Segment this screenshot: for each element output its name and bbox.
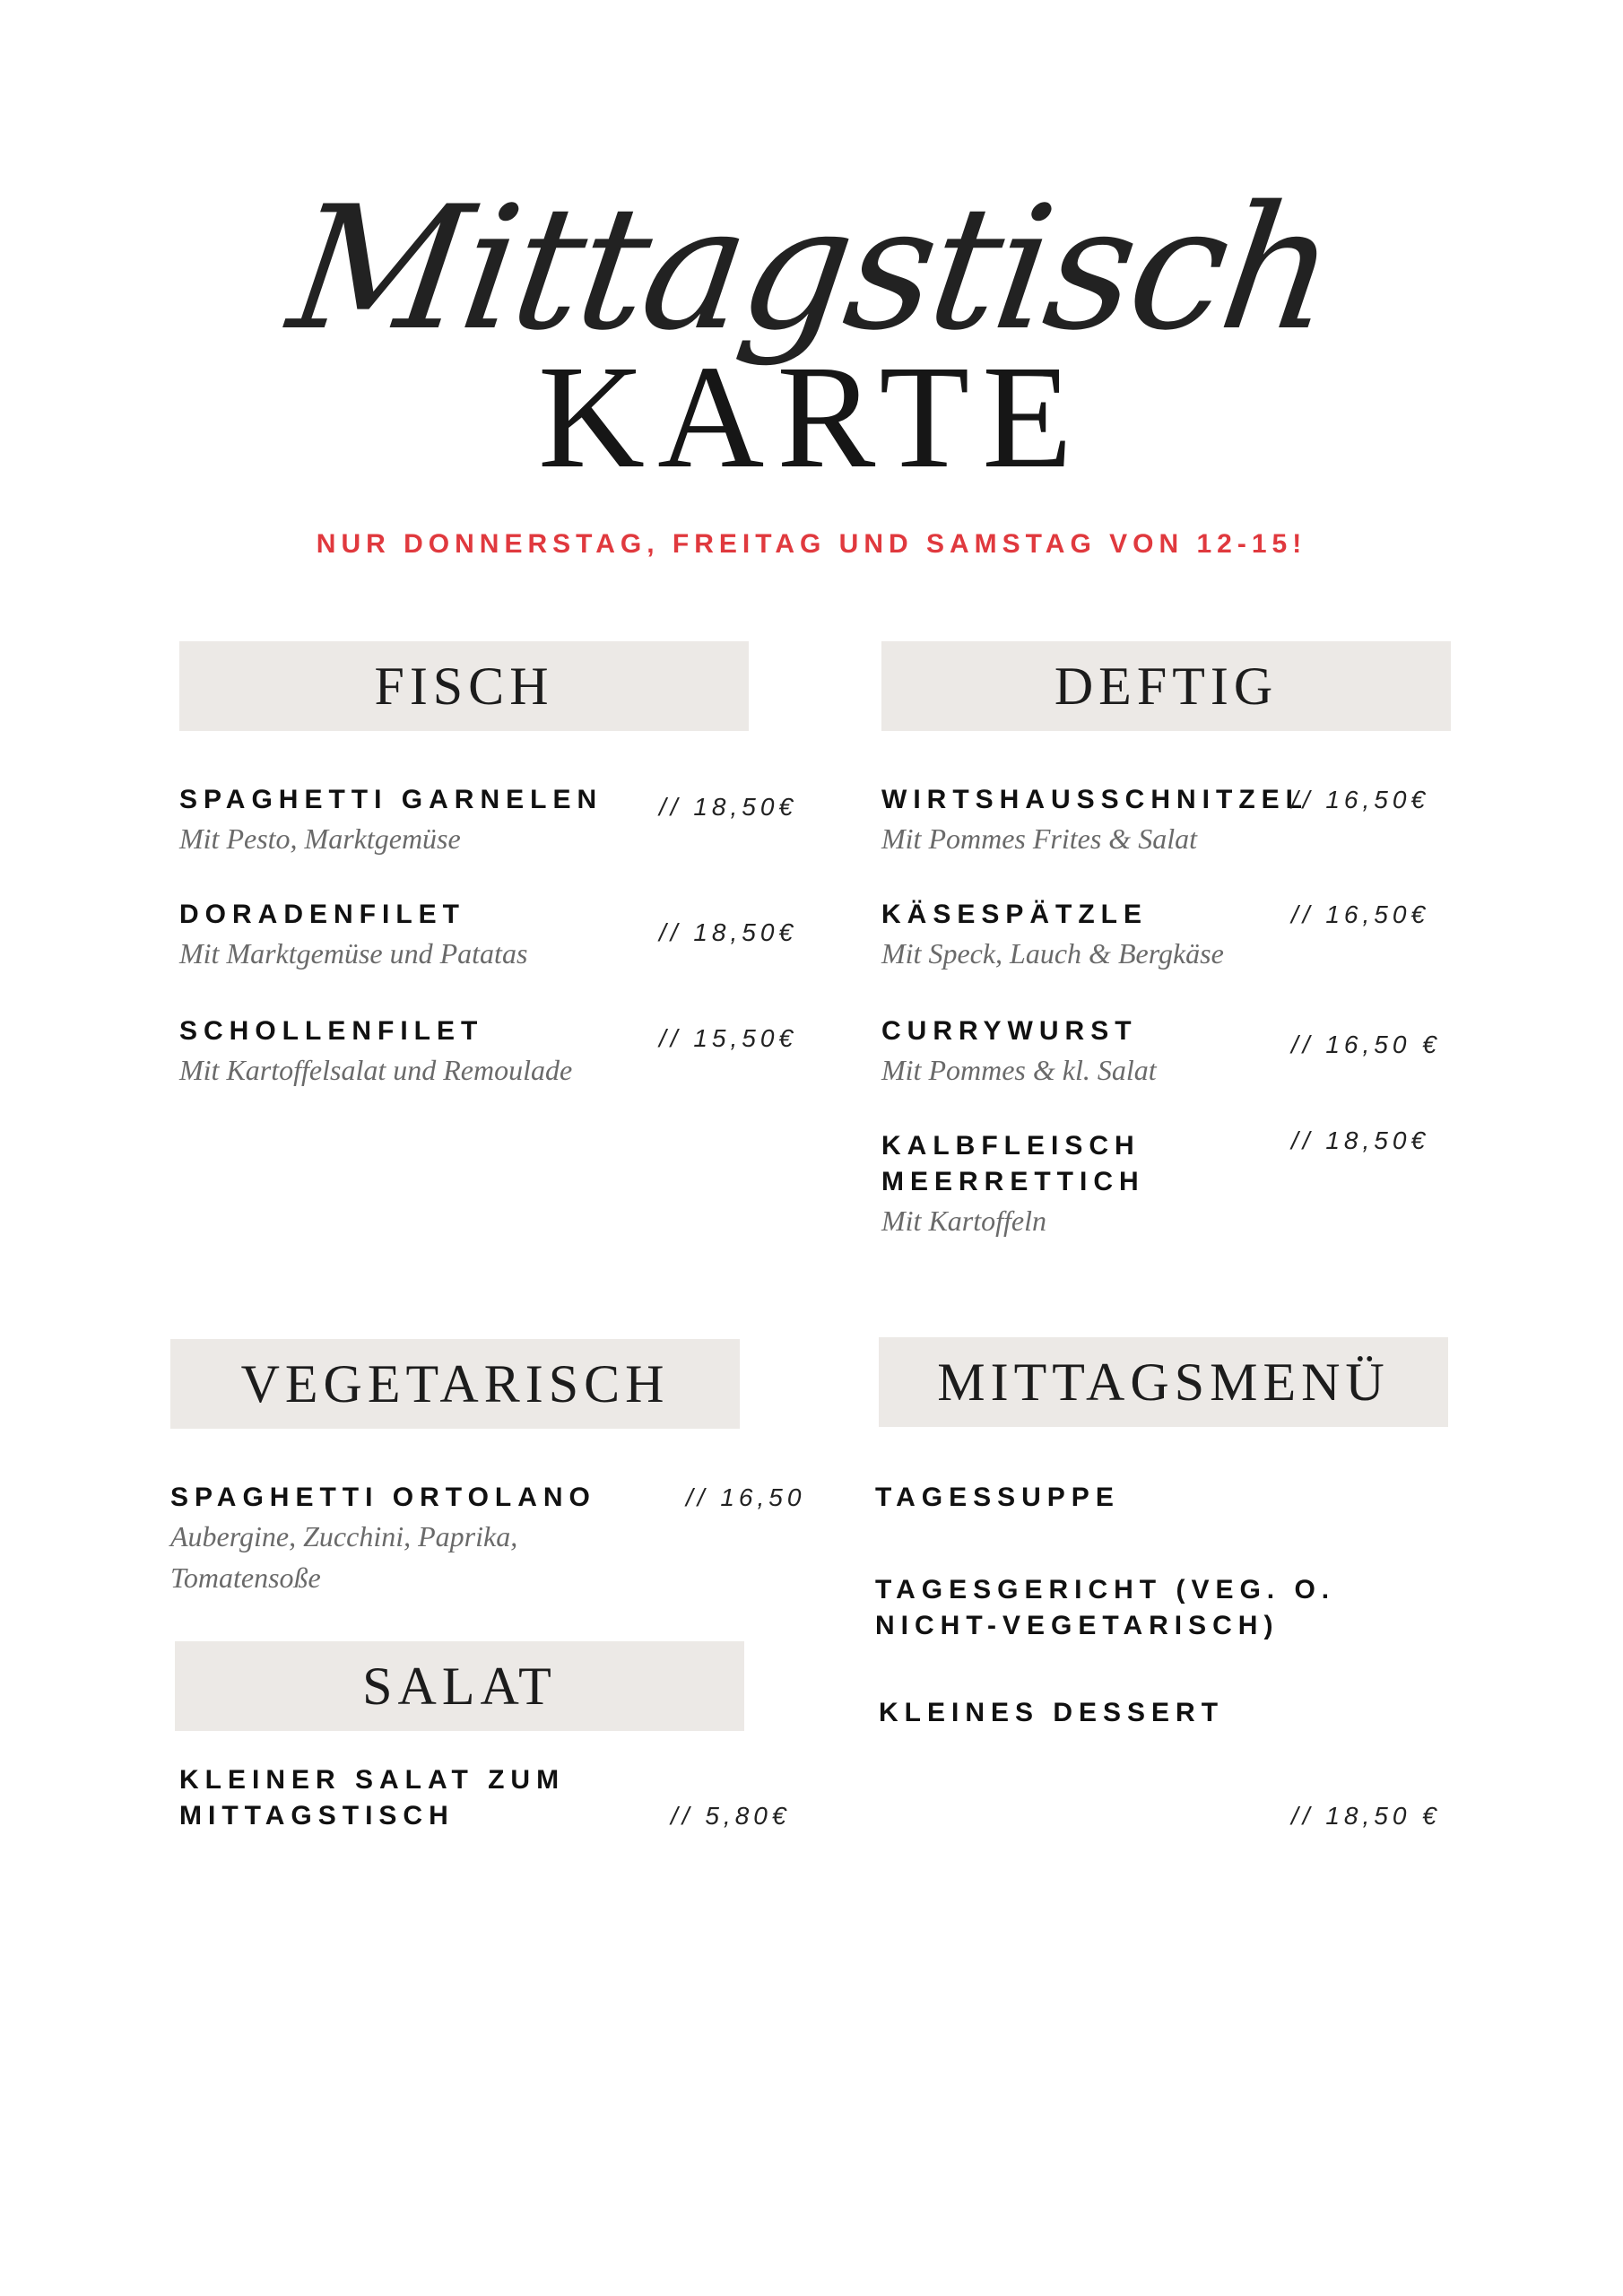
- script-title: Mittagstisch: [279, 170, 1344, 368]
- menu-item-price: // 15,50€: [659, 1024, 797, 1052]
- page-title: KARTE: [537, 335, 1086, 499]
- menu-item-description: Mit Pesto, Marktgemüse: [179, 822, 461, 855]
- menu-item-name: KLEINES DESSERT: [879, 1698, 1225, 1727]
- menu-item-description: Mit Speck, Lauch & Bergkäse: [881, 937, 1224, 970]
- section-heading-vegetarisch: VEGETARISCH: [170, 1339, 740, 1429]
- menu-item-price: // 18,50€: [659, 918, 797, 946]
- menu-item-name: MITTAGSTISCH: [179, 1801, 455, 1831]
- menu-item-name: KÄSESPÄTZLE: [881, 900, 1149, 929]
- menu-item-name: SPAGHETTI GARNELEN: [179, 785, 603, 814]
- menu-item-description: Mit Pommes & kl. Salat: [881, 1054, 1157, 1086]
- menu-item-price: // 18,50€: [1291, 1126, 1429, 1154]
- menu-item-description: Mit Kartoffelsalat und Remoulade: [179, 1054, 573, 1086]
- menu-item-name: SCHOLLENFILET: [179, 1016, 484, 1046]
- section-heading-deftig: DEFTIG: [881, 641, 1451, 731]
- menu-item-price: // 5,80€: [671, 1802, 791, 1830]
- menu-item-description: Mit Marktgemüse und Patatas: [179, 937, 528, 970]
- menu-item-name: KLEINER SALAT ZUM: [179, 1765, 566, 1795]
- menu-item-name: DORADENFILET: [179, 900, 465, 929]
- menu-item-name: SPAGHETTI ORTOLANO: [170, 1483, 596, 1512]
- menu-item-description: Mit Pommes Frites & Salat: [881, 822, 1197, 855]
- menu-item-name: WIRTSHAUSSCHNITZEL: [881, 785, 1308, 814]
- menu-item-name: TAGESSUPPE: [875, 1483, 1120, 1512]
- menu-item-name: MEERRETTICH: [881, 1167, 1145, 1196]
- menu-item-name: CURRYWURST: [881, 1016, 1138, 1046]
- menu-item-name: NICHT-VEGETARISCH): [875, 1611, 1280, 1640]
- menu-item-description: Mit Kartoffeln: [881, 1205, 1046, 1237]
- menu-item-price: // 16,50: [686, 1483, 806, 1511]
- menu-item-price: // 16,50€: [1291, 786, 1429, 813]
- menu-item-name: KALBFLEISCH: [881, 1131, 1141, 1161]
- section-heading-mittagsmenue: MITTAGSMENÜ: [879, 1337, 1448, 1427]
- menu-item-price: // 16,50€: [1291, 900, 1429, 928]
- menu-item-price: // 16,50 €: [1291, 1031, 1441, 1058]
- menu-price: // 18,50 €: [1291, 1802, 1441, 1830]
- opening-hours-note: NUR DONNERSTAG, FREITAG UND SAMSTAG VON 12-15!: [316, 529, 1307, 559]
- section-heading-fisch: FISCH: [179, 641, 749, 731]
- menu-item-description: Tomatensoße: [170, 1561, 321, 1594]
- menu-item-price: // 18,50€: [659, 793, 797, 821]
- menu-item-description: Aubergine, Zucchini, Paprika,: [170, 1520, 518, 1552]
- menu-item-name: TAGESGERICHT (VEG. O.: [875, 1575, 1336, 1605]
- section-heading-salat: SALAT: [175, 1641, 744, 1731]
